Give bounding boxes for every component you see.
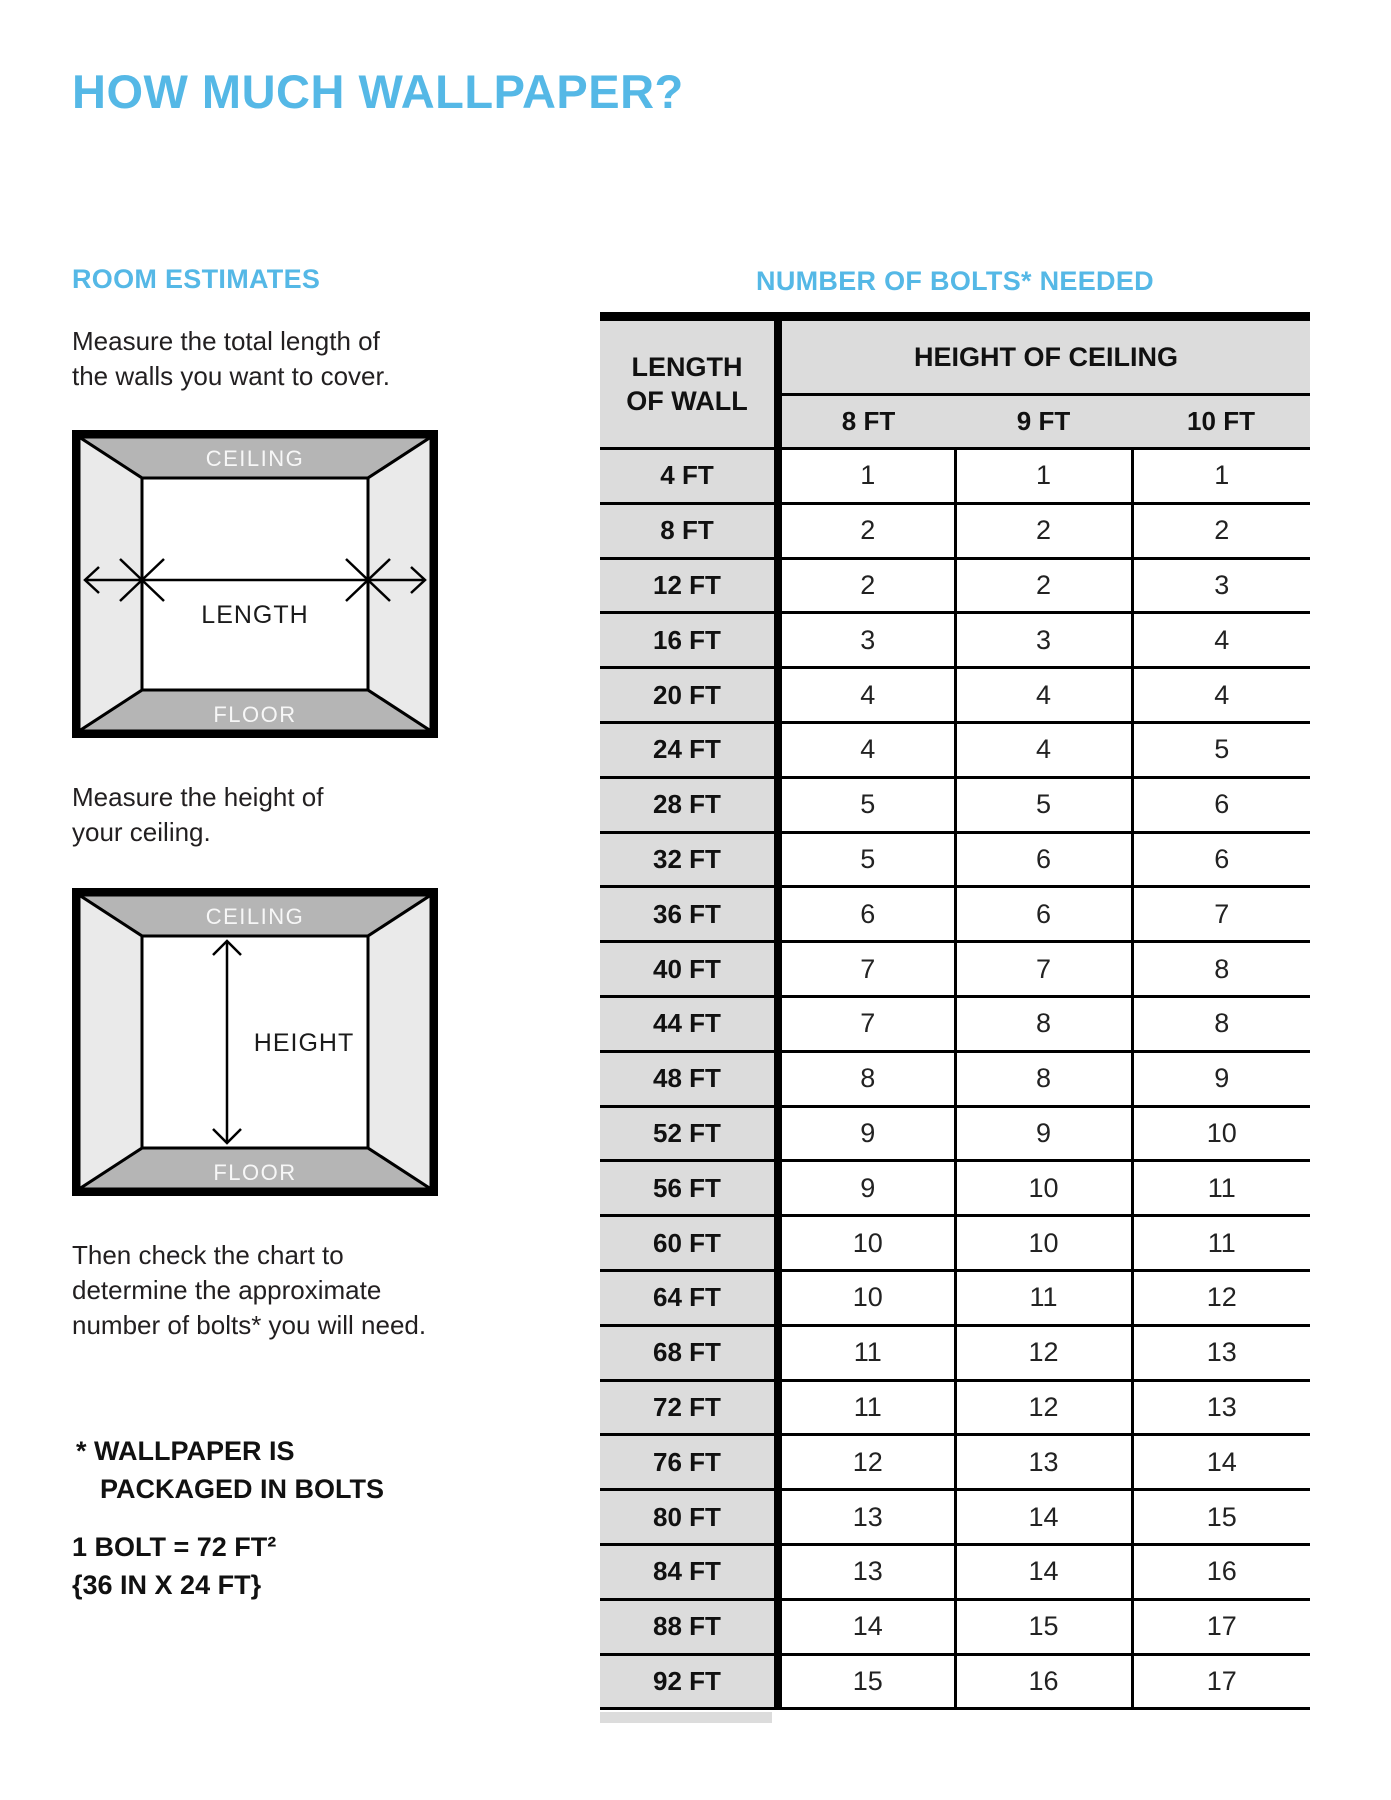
bolt-count-cell: 2 bbox=[778, 503, 955, 558]
height-measure-label: HEIGHT bbox=[253, 1029, 355, 1057]
bolt-count-cell: 10 bbox=[955, 1161, 1132, 1216]
bolt-line2: {36 IN X 24 FT} bbox=[72, 1570, 262, 1600]
table-row bbox=[600, 722, 1310, 777]
ceiling-9ft-header: 9 FT bbox=[955, 395, 1132, 449]
bolt-count-cell: 2 bbox=[778, 558, 955, 613]
back-wall bbox=[142, 478, 368, 690]
table-row bbox=[600, 832, 1310, 887]
page-title: HOW MUCH WALLPAPER? bbox=[72, 65, 684, 118]
bolt-size-note bbox=[72, 1528, 276, 1604]
bolt-count-cell: 5 bbox=[955, 777, 1132, 832]
length-of-wall-cell: 56 FT bbox=[600, 1161, 778, 1216]
bolt-count-cell: 6 bbox=[778, 887, 955, 942]
ceiling-label: CEILING bbox=[205, 904, 305, 929]
bolt-count-cell: 15 bbox=[778, 1654, 955, 1709]
length-of-wall-cell: 24 FT bbox=[600, 722, 778, 777]
room-estimates-heading: ROOM ESTIMATES bbox=[72, 264, 321, 294]
length-of-wall-header: LENGTH OF WALL bbox=[600, 317, 778, 449]
bolt-count-cell: 3 bbox=[955, 613, 1132, 668]
length-of-wall-cell: 76 FT bbox=[600, 1435, 778, 1490]
length-of-wall-cell: 60 FT bbox=[600, 1216, 778, 1271]
bolt-count-cell: 16 bbox=[1132, 1544, 1310, 1599]
bolt-count-cell: 8 bbox=[1132, 996, 1310, 1051]
bolt-count-cell: 13 bbox=[778, 1544, 955, 1599]
length-of-wall-cell: 48 FT bbox=[600, 1051, 778, 1106]
bolt-count-cell: 7 bbox=[778, 942, 955, 997]
bolt-count-cell: 15 bbox=[1132, 1490, 1310, 1545]
room-length-diagram bbox=[72, 430, 438, 738]
bolt-count-cell: 5 bbox=[778, 832, 955, 887]
length-of-wall-cell: 28 FT bbox=[600, 777, 778, 832]
bolt-count-cell: 4 bbox=[778, 668, 955, 723]
length-of-wall-cell: 8 FT bbox=[600, 503, 778, 558]
bolt-count-cell: 13 bbox=[778, 1490, 955, 1545]
table-row bbox=[600, 1544, 1310, 1599]
table-row bbox=[600, 1325, 1310, 1380]
bolt-count-cell: 6 bbox=[1132, 777, 1310, 832]
length-of-wall-cell: 12 FT bbox=[600, 558, 778, 613]
bolts-table-body bbox=[600, 449, 1310, 1709]
step3-text bbox=[72, 1238, 426, 1343]
left-wall bbox=[79, 895, 142, 1189]
bolt-count-cell: 9 bbox=[1132, 1051, 1310, 1106]
table-row bbox=[600, 777, 1310, 832]
bolt-count-cell: 1 bbox=[1132, 449, 1310, 504]
bolt-count-cell: 13 bbox=[1132, 1325, 1310, 1380]
table-footer-strip bbox=[600, 1712, 772, 1723]
bolt-count-cell: 8 bbox=[955, 996, 1132, 1051]
bolts-table bbox=[600, 312, 1310, 1710]
bolt-count-cell: 15 bbox=[955, 1599, 1132, 1654]
bolt-count-cell: 13 bbox=[955, 1435, 1132, 1490]
bolt-count-cell: 2 bbox=[1132, 503, 1310, 558]
table-row bbox=[600, 1599, 1310, 1654]
ceiling-10ft-header: 10 FT bbox=[1132, 395, 1310, 449]
bolt-count-cell: 12 bbox=[1132, 1270, 1310, 1325]
bolt-count-cell: 10 bbox=[955, 1216, 1132, 1271]
right-wall bbox=[368, 895, 431, 1189]
bolt-count-cell: 9 bbox=[955, 1106, 1132, 1161]
table-row bbox=[600, 1216, 1310, 1271]
step1-line2: the walls you want to cover. bbox=[72, 361, 390, 391]
table-row bbox=[600, 1490, 1310, 1545]
length-of-wall-cell: 16 FT bbox=[600, 613, 778, 668]
step2-line2: your ceiling. bbox=[72, 817, 211, 847]
floor-label: FLOOR bbox=[213, 1160, 297, 1185]
length-of-wall-cell: 40 FT bbox=[600, 942, 778, 997]
bolt-count-cell: 9 bbox=[778, 1161, 955, 1216]
bolt-count-cell: 1 bbox=[778, 449, 955, 504]
bolt-count-cell: 8 bbox=[955, 1051, 1132, 1106]
bolt-count-cell: 6 bbox=[955, 832, 1132, 887]
bolt-count-cell: 3 bbox=[1132, 558, 1310, 613]
height-of-ceiling-header: HEIGHT OF CEILING bbox=[778, 317, 1310, 395]
bolt-count-cell: 6 bbox=[955, 887, 1132, 942]
bolt-count-cell: 5 bbox=[778, 777, 955, 832]
footnote-line1: * WALLPAPER IS bbox=[76, 1436, 295, 1466]
length-of-wall-cell: 68 FT bbox=[600, 1325, 778, 1380]
step3-line3: number of bolts* you will need. bbox=[72, 1310, 427, 1340]
bolt-count-cell: 14 bbox=[955, 1490, 1132, 1545]
bolt-count-cell: 4 bbox=[955, 722, 1132, 777]
bolt-count-cell: 17 bbox=[1132, 1599, 1310, 1654]
step1-line1: Measure the total length of bbox=[72, 326, 380, 356]
length-of-wall-cell: 32 FT bbox=[600, 832, 778, 887]
bolt-count-cell: 10 bbox=[778, 1270, 955, 1325]
length-of-wall-cell: 64 FT bbox=[600, 1270, 778, 1325]
length-of-wall-cell: 88 FT bbox=[600, 1599, 778, 1654]
bolt-count-cell: 4 bbox=[1132, 668, 1310, 723]
bolt-count-cell: 2 bbox=[955, 558, 1132, 613]
bolt-count-cell: 4 bbox=[955, 668, 1132, 723]
table-row bbox=[600, 996, 1310, 1051]
bolt-count-cell: 11 bbox=[1132, 1216, 1310, 1271]
bolt-count-cell: 3 bbox=[778, 613, 955, 668]
floor-label: FLOOR bbox=[213, 702, 297, 727]
bolt-count-cell: 14 bbox=[778, 1599, 955, 1654]
table-row bbox=[600, 668, 1310, 723]
room-height-diagram bbox=[72, 888, 438, 1196]
bolt-count-cell: 7 bbox=[778, 996, 955, 1051]
length-of-wall-cell: 92 FT bbox=[600, 1654, 778, 1709]
bolt-count-cell: 13 bbox=[1132, 1380, 1310, 1435]
bolt-count-cell: 10 bbox=[1132, 1106, 1310, 1161]
bolt-count-cell: 11 bbox=[1132, 1161, 1310, 1216]
bolt-count-cell: 9 bbox=[778, 1106, 955, 1161]
bolt-count-cell: 4 bbox=[1132, 613, 1310, 668]
table-row bbox=[600, 1161, 1310, 1216]
bolt-count-cell: 10 bbox=[778, 1216, 955, 1271]
table-row bbox=[600, 613, 1310, 668]
table-row bbox=[600, 558, 1310, 613]
length-of-wall-cell: 36 FT bbox=[600, 887, 778, 942]
table-row bbox=[600, 942, 1310, 997]
table-row bbox=[600, 503, 1310, 558]
bolt-count-cell: 17 bbox=[1132, 1654, 1310, 1709]
ceiling-label: CEILING bbox=[205, 446, 305, 471]
length-of-wall-cell: 84 FT bbox=[600, 1544, 778, 1599]
bolts-footnote bbox=[76, 1432, 384, 1508]
bolt-count-cell: 6 bbox=[1132, 832, 1310, 887]
table-row bbox=[600, 1654, 1310, 1709]
ceiling-8ft-header: 8 FT bbox=[778, 395, 955, 449]
table-header-row-1 bbox=[600, 317, 1310, 395]
bolt-count-cell: 12 bbox=[778, 1435, 955, 1490]
bolt-count-cell: 12 bbox=[955, 1325, 1132, 1380]
bolt-line1: 1 BOLT = 72 FT² bbox=[72, 1532, 277, 1562]
bolt-count-cell: 1 bbox=[955, 449, 1132, 504]
bolt-count-cell: 7 bbox=[1132, 887, 1310, 942]
bolt-count-cell: 2 bbox=[955, 503, 1132, 558]
table-row bbox=[600, 449, 1310, 504]
bolt-count-cell: 7 bbox=[955, 942, 1132, 997]
length-of-wall-cell: 4 FT bbox=[600, 449, 778, 504]
bolt-count-cell: 12 bbox=[955, 1380, 1132, 1435]
step1-text bbox=[72, 324, 390, 394]
length-of-wall-cell: 52 FT bbox=[600, 1106, 778, 1161]
bolt-count-cell: 11 bbox=[778, 1380, 955, 1435]
bolt-count-cell: 14 bbox=[955, 1544, 1132, 1599]
bolt-count-cell: 14 bbox=[1132, 1435, 1310, 1490]
bolt-count-cell: 8 bbox=[778, 1051, 955, 1106]
table-row bbox=[600, 1051, 1310, 1106]
length-of-wall-cell: 80 FT bbox=[600, 1490, 778, 1545]
step3-line2: determine the approximate bbox=[72, 1275, 382, 1305]
step3-line1: Then check the chart to bbox=[72, 1240, 344, 1270]
table-row bbox=[600, 1106, 1310, 1161]
length-measure-label: LENGTH bbox=[201, 601, 309, 629]
length-of-wall-cell: 20 FT bbox=[600, 668, 778, 723]
bolt-count-cell: 11 bbox=[955, 1270, 1132, 1325]
table-row bbox=[600, 887, 1310, 942]
table-row bbox=[600, 1380, 1310, 1435]
bolts-table-heading: NUMBER OF BOLTS* NEEDED bbox=[756, 266, 1154, 296]
bolt-count-cell: 11 bbox=[778, 1325, 955, 1380]
step2-text bbox=[72, 780, 324, 850]
length-of-wall-cell: 44 FT bbox=[600, 996, 778, 1051]
bolt-count-cell: 8 bbox=[1132, 942, 1310, 997]
bolt-count-cell: 4 bbox=[778, 722, 955, 777]
footnote-line2: PACKAGED IN BOLTS bbox=[100, 1474, 385, 1504]
table-row bbox=[600, 1270, 1310, 1325]
length-of-wall-cell: 72 FT bbox=[600, 1380, 778, 1435]
step2-line1: Measure the height of bbox=[72, 782, 324, 812]
bolt-count-cell: 5 bbox=[1132, 722, 1310, 777]
bolt-count-cell: 16 bbox=[955, 1654, 1132, 1709]
table-row bbox=[600, 1435, 1310, 1490]
